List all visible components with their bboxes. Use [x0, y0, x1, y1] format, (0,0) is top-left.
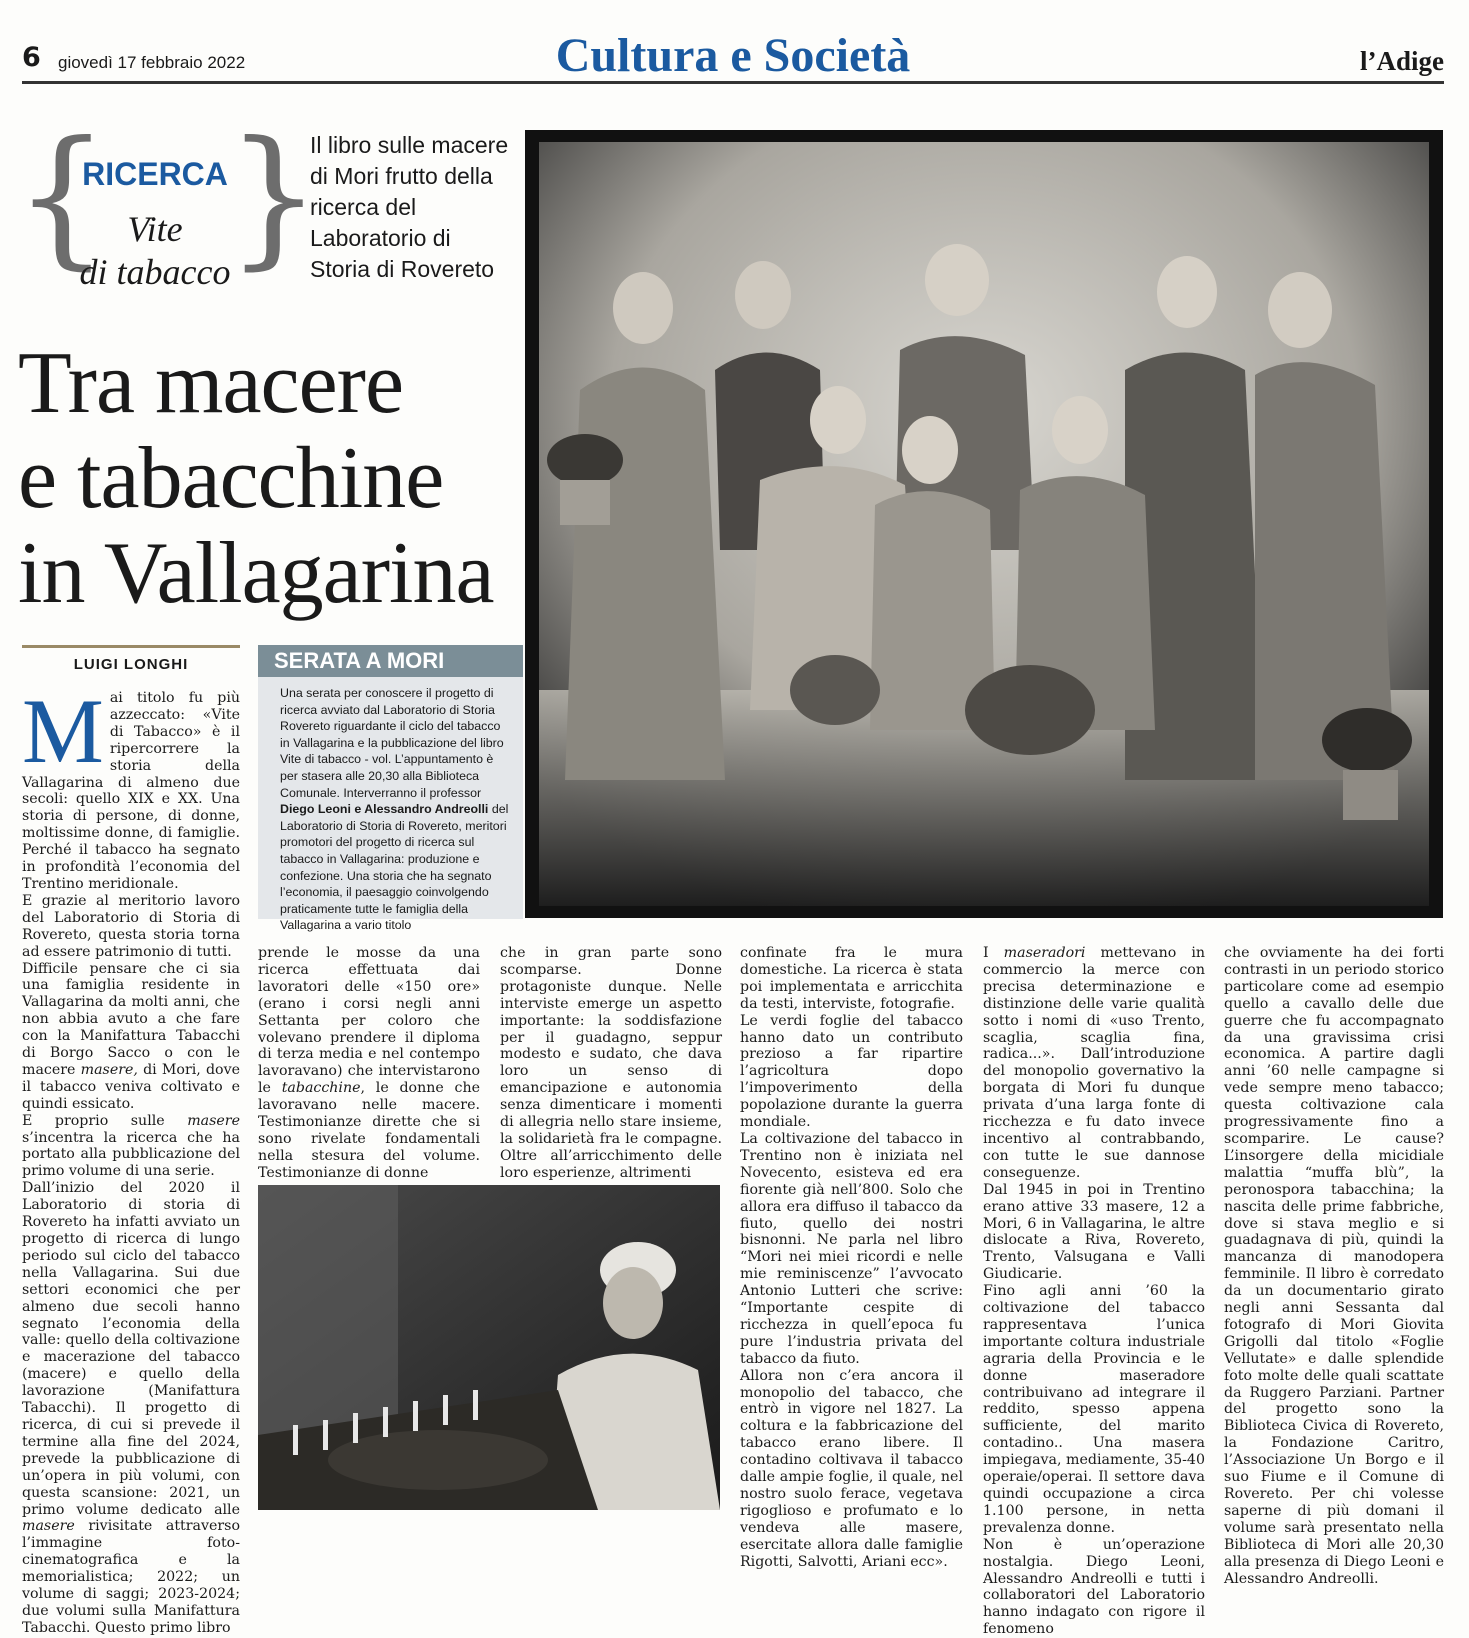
emphasis: masere	[187, 1112, 240, 1129]
article-column-4	[740, 945, 963, 1570]
bottom-photo	[258, 1185, 720, 1510]
emphasis: masere	[22, 1518, 75, 1535]
sidebar-box-title: SERATA A MORI	[258, 645, 523, 677]
paragraph: confinate fra le mura domestiche. La ricerca è stata poi implementata e arricchita da testi, interviste, fotografie.	[740, 945, 963, 1012]
kicker-subtitle	[52, 208, 258, 294]
paragraph-text: di Mori, dove il tabacco veniva coltivato e quindi essicato.	[22, 1061, 241, 1112]
byline-rule	[22, 645, 240, 648]
article-column-2	[258, 945, 481, 1181]
paragraph: Dal 1945 in poi in Trentino erano attive 33 masere, 12 a Mori, 6 in Vallagarina, le altre dislocate a Riva, Rovereto, Trento, Valsugana e Valli Giudicarie.	[983, 1181, 1205, 1283]
paragraph-text: rivisitate attraverso l’immagine foto-cinematografica e la memorialistica; 2022; un volume di saggi; 2023-2024; due volumi sulla Manifattura Tabacchi. Questo primo libro	[22, 1518, 240, 1636]
paragraph-text: mettevano in commercio la merce con precisa determinazione e distinzione delle varie qualità sotto i nomi di «uso Trento, scaglia, scaglia fina, radica...». Dall’introduzione del monopolio governativo la borgata di Mori fu dunque privata d’una larga fonte di ricchezza e fu dato invece incentivo al contrabbando, con tutte le sue dannose conseguenze.	[983, 945, 1205, 1181]
headline-line-1: Tra macere	[18, 335, 404, 432]
kicker-tag: RICERCA	[82, 156, 228, 192]
paragraph-text: , le donne che lavoravano nelle macere. Testimonianze dirette che si sono rivelate fondamentali nella stesura del volume. Testimonianze di donne	[258, 1080, 481, 1181]
headline-line-3: in Vallagarina	[18, 525, 494, 622]
paragraph	[983, 945, 1205, 1182]
emphasis: masere,	[80, 1061, 138, 1078]
kicker-subtitle-line-1: Vite	[127, 209, 183, 249]
paragraph	[258, 945, 480, 1182]
section-title: Cultura e Società	[555, 29, 911, 82]
article-column-5	[983, 945, 1205, 1638]
paragraph-text: Dall’inizio del 2020 il Laboratorio di storia di Rovereto ha infatti avviato un progetto di ricerca di lungo periodo sul ciclo del tabacco nella Vallagarina. Sui due settori economici che per almeno due secoli hanno segnato l’economia della valle: quello della coltivazione e macerazione del tabacco (macere) e quello della lavorazione (Manifattura Tabacchi). Il progetto di ricerca, di cui si prevede il termine alla fine del 2024, prevede la pubblicazione di un’opera in più volumi, con questa scansione: 2021, un primo volume dedicato alle	[22, 1180, 240, 1518]
page-number: 6	[22, 42, 41, 73]
paragraph-text: s’incentra la ricerca che ha portato alla pubblicazione del primo volume di una serie.	[22, 1129, 240, 1180]
article-headline	[18, 336, 523, 621]
article-column-1	[22, 680, 241, 1636]
article-column-3	[500, 945, 722, 1181]
sidebar-box-text-2: del Laboratorio di Storia di Rovereto, meritori promotori del progetto di ricerca sul tabacco in Vallagarina: produzione e confezione. Una storia che ha segnato l’economia, il paesaggio coinvolgendo praticamente tutte le famiglia della Vallagarina a vario titolo	[280, 802, 509, 933]
page-header	[22, 22, 1444, 84]
standfirst: Il libro sulle macere di Mori frutto della ricerca del Laboratorio di Storia di Rovereto	[310, 132, 509, 282]
paragraph: che ovviamente ha dei forti contrasti in un periodo storico particolare come ad esempio quello a cavallo delle due guerre che fu accompagnato da una gravissima crisi economica. A partire dagli anni ’60 nelle campagne si vede sempre meno tabacco; questa coltivazione cala progressivamente fino a scomparire. Le cause? L’insorgere della micidiale malattia “muffa blù”, la peronospora tabacchina; la nascita delle prime fabbriche, dove si stava meglio e si guadagnava di più, quindi la mancanza di manodopera femminile. Il libro è corredato da un documentario girato negli anni Sessanta dal fotografo di Mori Giovita Grigolli dal titolo «Foglie Vellutate» e dalle splendide foto molte delle quali scattate da Ruggero Parziani. Partner del progetto sono la Biblioteca Civica di Rovereto, la Fondazione Caritro, l’Associazione Un Borgo e il suo Fiume e il Comune di Rovereto. Per chi volesse saperne di più domani il volume sarà presentato nella Biblioteca di Mori alle 20,30 alla presenza di Diego Leoni e Alessandro Andreolli.	[1224, 945, 1444, 1587]
paragraph	[22, 680, 240, 893]
paragraph	[22, 1113, 240, 1181]
woman-working-tobacco-photo-illustration	[258, 1185, 720, 1510]
paragraph-text: prende le mosse da una ricerca effettuata dai lavoratori delle «150 ore» (erano i corsi negli anni Settanta per coloro che volevano prendere il diploma di terza media e nel contempo lavoravano) che intervistarono le	[258, 945, 480, 1097]
emphasis: tabacchine	[281, 1080, 361, 1097]
paragraph-text: ai titolo fu più azzeccato: «Vite di Tabacco» è il ripercorrere la storia della Vallagarina di almeno due secoli: quello XIX e XX. Una storia di persone, di donne, moltissime donne, di famiglie. Perché il tabacco ha segnato in profondità l’economia del Trentino meridionale.	[22, 690, 240, 892]
paragraph	[22, 961, 240, 1113]
headline-line-2: e tabacchine	[18, 430, 444, 527]
paragraph: Fino agli anni ’60 la coltivazione del tabacco rappresentava l’unica importante coltura industriale agraria della Provincia e le donne maseradore contribuivano ad integrare il reddito, spesso appena sufficiente, del marito contadino.. Una masera impiegava, mediamente, 35-40 operaie/operai. Il settore dava quindi occupazione a circa 1.100 persone, in netta prevalenza donne.	[983, 1283, 1205, 1536]
paragraph: Non è un’operazione nostalgia. Diego Leoni, Alessandro Andreolli e tutti i collaboratori del Laboratorio hanno indagato con rigore il fenomeno	[983, 1536, 1205, 1638]
group-of-women-photo-illustration	[525, 130, 1443, 918]
issue-date: giovedì 17 febbraio 2022	[58, 53, 246, 72]
emphasis: maseradori	[1003, 945, 1086, 961]
paragraph	[22, 1180, 240, 1636]
author-byline: LUIGI LONGHI	[73, 656, 189, 673]
article-column-6	[1224, 945, 1444, 1587]
kicker-subtitle-line-2: di tabacco	[79, 252, 231, 292]
left-brace-ornament: {	[14, 110, 110, 284]
newspaper-masthead: l’Adige	[1360, 46, 1444, 76]
paragraph: E grazie al meritorio lavoro del Laboratorio di Storia di Rovereto, questa storia torna ad essere patrimonio di tutti.	[22, 892, 240, 960]
main-photo	[525, 130, 1443, 918]
sidebar-box-text-1: Una serata per conoscere il progetto di ricerca avviato dal Laboratorio di Storia Rovereto riguardante il ciclo del tabacco in Vallagarina e la pubblicazione del libro Vite di tabacco - vol. L’appuntamento è per stasera alle 20,30 alla Biblioteca Comunale. Interverranno il professor	[280, 686, 504, 800]
paragraph: Allora non c’era ancora il monopolio del tabacco, che entrò in vigore nel 1827. La coltura e la fabbricazione del tabacco erano libere. Il contadino coltivava il tabacco dalle ampie foglie, il quale, nel nostro suolo ferace, vegetava rigoglioso e profumato e lo vendeva alle masere, esercitate allora dalle famiglie Rigotti, Salvotti, Ariani ecc».	[740, 1367, 963, 1570]
paragraph: Le verdi foglie del tabacco hanno dato un contributo prezioso a far ripartire l’agricoltura dopo l’impoverimento della popolazione durante la guerra mondiale.	[740, 1012, 963, 1131]
drop-cap: M	[22, 680, 104, 782]
right-brace-ornament: }	[226, 110, 322, 284]
paragraph: La coltivazione del tabacco in Trentino non è iniziata nel Novecento, esisteva ed era fiorente già nell’800. Solo che allora era diffuso il tabacco da fiuto, quello dei nostri bisnonni. Ne parla nel libro “Mori nei miei ricordi e nelle mie reminiscenze” l’avvocato Antonio Lutteri che scrive: “Importante cespite di ricchezza in quell’epoca fu pure l’industria privata del tabacco da fiuto.	[740, 1130, 963, 1367]
paragraph-text: I	[983, 945, 989, 961]
sidebar-box-body	[258, 677, 523, 933]
paragraph: che in gran parte sono scomparse. Donne protagoniste dunque. Nelle interviste emerge un aspetto importante: la soddisfazione per il guadagno, seppur modesto e sudato, che dava loro un senso di emancipazione e autonomia senza dimenticare i momenti di allegria nello stare insieme, la solidarietà fra le compagne. Oltre all’arricchimento delle loro esperienze, altrimenti	[500, 945, 722, 1181]
sidebar-box-names: Diego Leoni e Alessandro Andreolli	[280, 802, 489, 817]
paragraph-text: Difficile pensare che ci sia una famiglia residente in Vallagarina da molti anni, che non abbia avuto a che fare con la Manifattura Tabacchi di Borgo Sacco o con le macere	[22, 960, 240, 1078]
paragraph-text: E proprio sulle	[22, 1112, 165, 1129]
